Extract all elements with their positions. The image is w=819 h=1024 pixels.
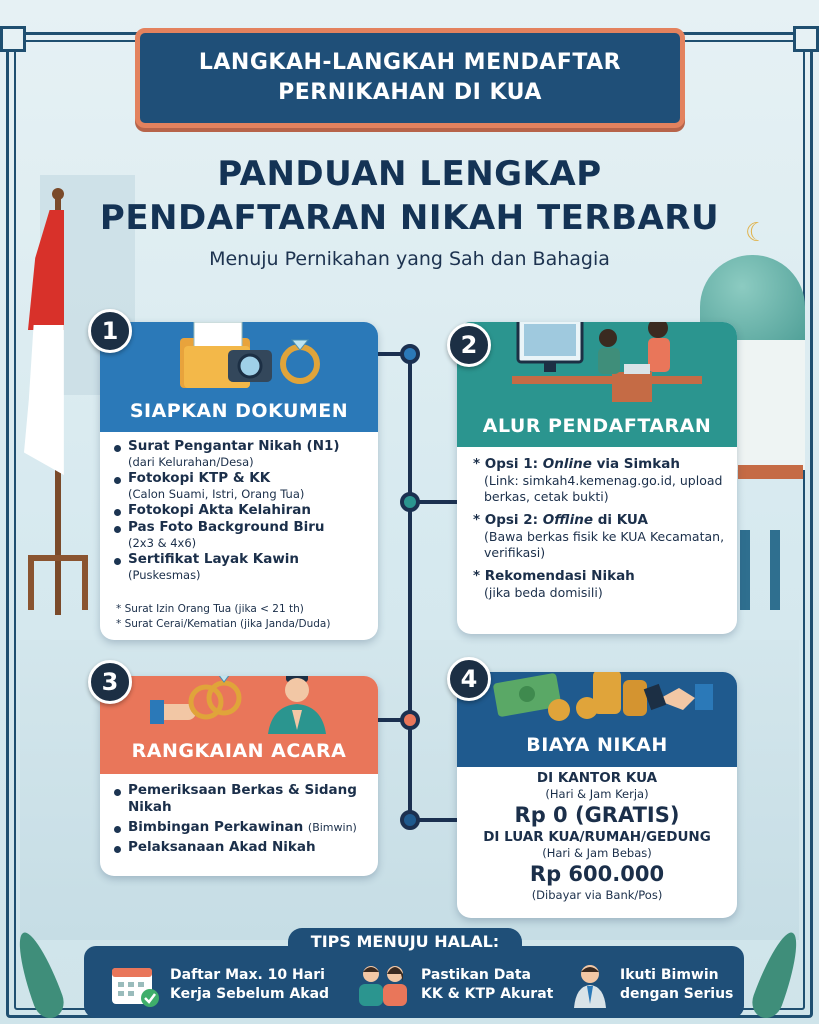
list-item: * Opsi 2: Offline di KUA (Bawa berkas fisik ke KUA Kecamatan, verifikasi) — [473, 512, 725, 560]
rings-hand-icon — [150, 676, 250, 730]
list-item: Fotokopi Akta Kelahiran — [114, 502, 372, 519]
step-title: RANGKAIAN ACARA — [131, 740, 347, 762]
cost-kua-note: (Hari & Jam Kerja) — [545, 787, 649, 801]
main-title-line-1: PANDUAN LENGKAP — [217, 154, 602, 194]
cost-outside-note: (Hari & Jam Bebas) — [542, 846, 652, 860]
tips-title: TIPS MENUJU HALAL: — [310, 932, 500, 951]
step-card-documents — [100, 322, 378, 640]
cost-kua-value: Rp 0 (GRATIS) — [514, 803, 680, 827]
step-card-header — [100, 676, 378, 774]
registration-list — [473, 456, 729, 608]
note: * Surat Cerai/Kematian (jika Janda/Duda) — [116, 618, 331, 630]
timeline-dot — [400, 492, 420, 512]
cost-outside-value: Rp 600.000 — [529, 862, 665, 886]
list-item: Surat Pengantar Nikah (N1) (dari Kelurahan/Desa) — [114, 438, 372, 470]
cost-kua-label: DI KANTOR KUA — [536, 770, 658, 786]
tip-line: Daftar Max. 10 Hari — [170, 967, 325, 983]
tip-line: KK & KTP Akurat — [421, 986, 554, 1002]
main-title-line-2: PENDAFTARAN NIKAH TERBARU — [99, 198, 720, 238]
step-number: 3 — [88, 660, 132, 704]
money-handshake-icon — [487, 672, 717, 730]
cost-details — [457, 770, 737, 902]
ceremony-list — [114, 782, 372, 856]
step-title: BIAYA NIKAH — [526, 734, 668, 756]
tip-line: Pastikan Data — [421, 967, 531, 983]
tip-line: dengan Serius — [620, 986, 734, 1002]
list-item: Pelaksanaan Akad Nikah — [114, 839, 372, 856]
banner-line-1: LANGKAH-LANGKAH MENDAFTAR — [198, 50, 622, 75]
header-banner — [135, 28, 685, 128]
step-card-ceremony — [100, 676, 378, 876]
cost-outside-label: DI LUAR KUA/RUMAH/GEDUNG — [483, 829, 711, 845]
list-item: Bimbingan Perkawinan (Bimwin) — [114, 819, 372, 836]
step-title: SIAPKAN DOKUMEN — [129, 400, 349, 422]
subtitle: Menuju Pernikahan yang Sah dan Bahagia — [209, 248, 610, 270]
step-card-header — [457, 322, 737, 447]
tip-item — [355, 962, 553, 1008]
timeline-dot — [400, 810, 420, 830]
tip-line: Ikuti Bimwin — [620, 967, 719, 983]
counselor-icon — [570, 962, 610, 1008]
calendar-check-icon — [110, 962, 160, 1008]
banner-line-2: PERNIKAHAN DI KUA — [278, 80, 542, 105]
cost-payment-note: (Dibayar via Bank/Pos) — [531, 888, 663, 902]
step-number: 2 — [447, 323, 491, 367]
infographic: ☾ LANGKAH-LANGKAH MENDAFTAR PERNIKAHAN DI KUA PANDUAN LENGKAP PENDAFTARAN NIKAH TERBARU Menuju Pernikahan yang Sah dan Bahagia SIAPKAN DOKUMEN Surat Pengantar Nikah (N1) (dari Kelurahan/Desa) Fotokopi KTP & KK (Calon Suami, Istri, Orang Tua) Fotokopi Akta Kelahiran Pas Foto Background Biru (2x3 & 4x6) Sertifikat Layak Kawin (Puskesmas) * Surat Izin Orang Tua (jika < 21 th) * Surat Cerai/Kematian (jika Janda/Duda) 1 ALUR PENDAFTARAN * Opsi 1: Online via Simkah (Link: simkah4.kemenag.go.id, upload berkas, cetak bukti) * Opsi 2: Offline di KUA (Bawa berkas fisik ke KUA Kecamatan, verifikasi) * Rekomendasi Nikah (jika beda domisili) 2 RANGKAIAN ACARA Pemeriksaan Berkas & Sidang Nikah Bimbingan Perkawinan (Bimwin) Pelaksanaan Akad Nikah 3 BIAYA NIKAH DI KANTOR KUA (Hari & Jam Kerja) Rp 0 (GRATIS) DI LUAR KUA/RUMAH/GEDUNG (Hari & Jam Bebas) Rp 600.000 (Dibayar via Bank/Pos) 4 TIPS MENUJU HALAL: Daftar Max. 10 Hari Kerja Sebelum Akad Pastikan Data KK & KTP Akurat Ikuti Bimwin dengan Serius — [0, 0, 819, 1024]
list-item: Fotokopi KTP & KK (Calon Suami, Istri, Orang Tua) — [114, 470, 372, 502]
list-item: Sertifikat Layak Kawin (Puskesmas) — [114, 551, 372, 583]
timeline-dot — [400, 344, 420, 364]
penghulu-icon — [262, 676, 332, 734]
corner-ornament — [793, 26, 819, 52]
tip-line: Kerja Sebelum Akad — [170, 986, 330, 1002]
list-item: * Rekomendasi Nikah (jika beda domisili) — [473, 568, 635, 600]
list-item: Pas Foto Background Biru (2x3 & 4x6) — [114, 519, 372, 551]
office-desk-icon — [512, 322, 702, 406]
timeline-dot — [400, 710, 420, 730]
step-title: ALUR PENDAFTARAN — [482, 415, 712, 437]
step-card-header — [100, 322, 378, 432]
step-card-registration — [457, 322, 737, 634]
step-card-header — [457, 672, 737, 767]
documents-list — [114, 438, 372, 583]
timeline-line — [408, 352, 412, 822]
list-item: * Opsi 1: Online via Simkah (Link: simkah4.kemenag.go.id, upload berkas, cetak bukti) — [473, 456, 723, 504]
note: * Surat Izin Orang Tua (jika < 21 th) — [116, 603, 304, 615]
couple-icon — [355, 962, 411, 1008]
corner-ornament — [0, 26, 26, 52]
documents-icon — [170, 322, 330, 390]
tip-item — [110, 962, 329, 1008]
step-number: 4 — [447, 657, 491, 701]
tip-item — [570, 962, 733, 1008]
step-number: 1 — [88, 309, 132, 353]
step-card-cost — [457, 672, 737, 918]
list-item: Pemeriksaan Berkas & Sidang Nikah — [114, 782, 372, 816]
